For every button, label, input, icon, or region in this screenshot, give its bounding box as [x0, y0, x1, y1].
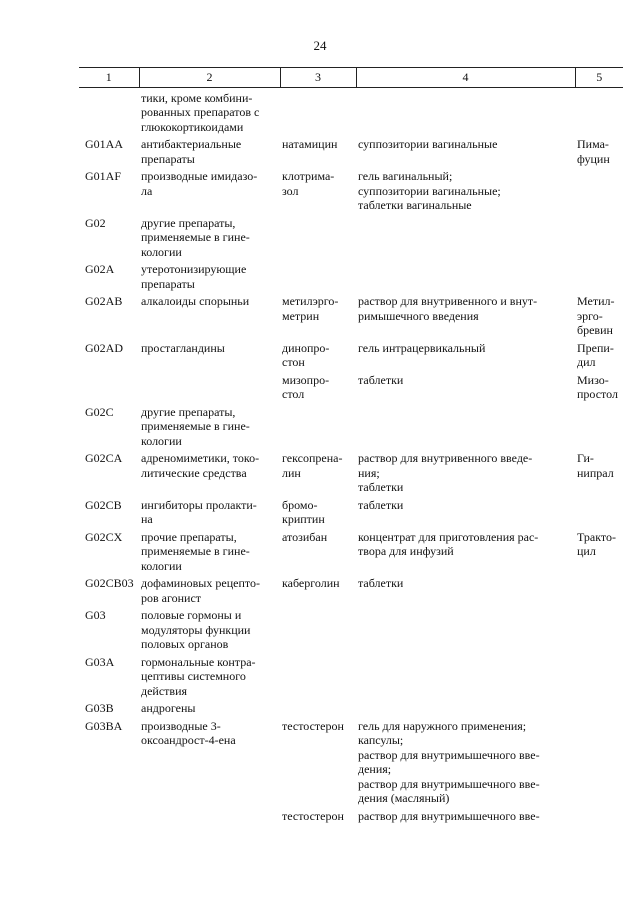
trade-name-cell: Мизо- простол [577, 372, 618, 401]
dosage-form-cell: суппозитории вагинальные [358, 137, 498, 151]
pharmacological-group-cell: простагландины [141, 340, 225, 355]
pharmacological-group-cell [139, 373, 280, 405]
table-row [79, 216, 623, 263]
dosage-form-cell [356, 608, 575, 655]
table-row [79, 719, 623, 809]
dosage-form-cell [356, 216, 575, 263]
atc-code-cell [79, 373, 139, 405]
inn-name-cell [280, 216, 356, 263]
atc-code-cell: G02CB [85, 497, 122, 512]
pharmacological-group-cell: ингибиторы пролакти- на [141, 497, 257, 526]
trade-name-cell: Тракто- цил [577, 529, 616, 558]
table-row [79, 294, 623, 341]
trade-name-cell [575, 701, 623, 719]
pharmacological-group-cell: половые гормоны и модуляторы функции половых органов [141, 608, 251, 651]
trade-name-cell [575, 608, 623, 655]
dosage-form-cell [356, 405, 575, 452]
trade-name-cell: Препи- дил [577, 340, 614, 369]
atc-code-cell [79, 87, 139, 137]
table-row [79, 530, 623, 577]
dosage-form-cell [356, 87, 575, 137]
dosage-form-cell: гель для наружного применения; капсулы; раствор для внутримышечного вве- дения; раствор для внутримышечного вве- дения (масляный) [358, 718, 540, 805]
inn-name-cell: каберголин [282, 576, 340, 590]
table-row [79, 498, 623, 530]
header-col-1: 1 [79, 68, 139, 88]
atc-code-cell: G02AB [85, 294, 123, 308]
pharmacological-group-cell: адреномиметики, токо- литические средства [141, 451, 260, 480]
drug-table [79, 67, 623, 826]
inn-name-cell: атозибан [282, 529, 328, 544]
pharmacological-group-cell: утеротонизирующие препараты [141, 262, 247, 291]
atc-code-cell: G03BA [85, 718, 123, 733]
atc-code-cell: G01AA [85, 137, 123, 151]
inn-name-cell: тестостерон [282, 718, 344, 733]
inn-name-cell [280, 701, 356, 719]
dosage-form-cell [356, 701, 575, 719]
dosage-form-cell [356, 655, 575, 702]
trade-name-cell [575, 262, 623, 294]
pharmacological-group-cell: гормональные контра- цептивы системного действия [141, 654, 256, 698]
atc-code-cell: G02CB03 [85, 576, 134, 590]
atc-code-cell: G03 [85, 608, 106, 622]
header-col-2: 2 [139, 68, 280, 88]
header-col-5: 5 [575, 68, 623, 88]
table-row [79, 169, 623, 216]
trade-name-cell [575, 405, 623, 452]
inn-name-cell [280, 262, 356, 294]
inn-name-cell: гексопрена- лин [282, 451, 343, 480]
atc-code-cell: G03B [85, 701, 114, 715]
table-header [79, 68, 623, 88]
table-row [79, 655, 623, 702]
inn-name-cell: метилэрго- метрин [282, 294, 339, 323]
pharmacological-group-cell [139, 809, 280, 827]
dosage-form-cell: таблетки [358, 497, 404, 512]
trade-name-cell [575, 169, 623, 216]
inn-name-cell: бромо- криптин [282, 497, 325, 526]
dosage-form-cell: раствор для внутривенного и внут- римышечного введения [358, 294, 538, 323]
header-col-4: 4 [356, 68, 575, 88]
dosage-form-cell: гель интрацервикальный [358, 340, 486, 355]
atc-code-cell: G03A [85, 654, 115, 669]
inn-name-cell [280, 405, 356, 452]
atc-code-cell: G02A [85, 262, 115, 276]
trade-name-cell: Метил- эрго- бревин [577, 294, 615, 337]
table-row [79, 262, 623, 294]
inn-name-cell [280, 608, 356, 655]
dosage-form-cell: раствор для внутривенного введе- ния; таблетки [358, 451, 533, 494]
inn-name-cell [280, 87, 356, 137]
pharmacological-group-cell: андрогены [141, 701, 196, 715]
inn-name-cell: динопро- стон [282, 340, 330, 369]
trade-name-cell [575, 655, 623, 702]
inn-name-cell: мизопро- стол [282, 372, 330, 401]
pharmacological-group-cell: антибактериальные препараты [141, 137, 242, 166]
trade-name-cell: Пима- фуцин [577, 137, 610, 166]
page-number: 24 [313, 38, 327, 53]
dosage-form-cell: гель вагинальный; суппозитории вагинальные; таблетки вагинальные [358, 169, 501, 212]
dosage-form-cell: концентрат для приготовления рас- твора для инфузий [358, 529, 539, 558]
dosage-form-cell: таблетки [358, 576, 404, 590]
table-row [79, 701, 623, 719]
table-row [79, 373, 623, 405]
table-row [79, 809, 623, 827]
atc-code-cell: G02 [85, 215, 106, 230]
trade-name-cell [575, 87, 623, 137]
dosage-form-cell [356, 262, 575, 294]
table-row [79, 451, 623, 498]
atc-code-cell: G02C [85, 404, 114, 419]
pharmacological-group-cell: производные имидазо- ла [141, 169, 258, 198]
table-row [79, 405, 623, 452]
atc-code-cell: G02AD [85, 340, 123, 355]
table-row [79, 608, 623, 655]
inn-name-cell: клотрима- зол [282, 169, 335, 198]
trade-name-cell [575, 216, 623, 263]
atc-code-cell: G02CA [85, 451, 123, 465]
header-col-3: 3 [280, 68, 356, 88]
table-row [79, 576, 623, 608]
pharmacological-group-cell: производные 3- оксоандрост-4-ена [141, 718, 236, 747]
pharmacological-group-cell: прочие препараты, применяемые в гине- кологии [141, 529, 250, 573]
inn-name-cell: натамицин [282, 137, 338, 151]
trade-name-cell [575, 809, 623, 827]
atc-code-cell: G01AF [85, 169, 122, 183]
trade-name-cell [575, 719, 623, 809]
trade-name-cell [575, 576, 623, 608]
pharmacological-group-cell: алкалоиды спорыньи [141, 294, 250, 308]
table-row [79, 87, 623, 137]
atc-code-cell: G02CX [85, 529, 123, 544]
pharmacological-group-cell: тики, кроме комбини- рованных препаратов с глюкокортикоидами [141, 90, 260, 134]
trade-name-cell [575, 498, 623, 530]
pharmacological-group-cell: другие препараты, применяемые в гине- кологии [141, 404, 250, 448]
pharmacological-group-cell: другие препараты, применяемые в гине- кологии [141, 215, 250, 259]
table-row [79, 137, 623, 169]
atc-code-cell [79, 809, 139, 827]
trade-name-cell: Ги- нипрал [577, 451, 614, 480]
table-body [79, 87, 623, 826]
pharmacological-group-cell: дофаминовых рецепто- ров агонист [141, 576, 260, 605]
dosage-form-cell: раствор для внутримышечного вве- [358, 808, 540, 823]
inn-name-cell: тестостерон [282, 808, 344, 823]
dosage-form-cell: таблетки [358, 372, 404, 387]
table-row [79, 341, 623, 373]
inn-name-cell [280, 655, 356, 702]
